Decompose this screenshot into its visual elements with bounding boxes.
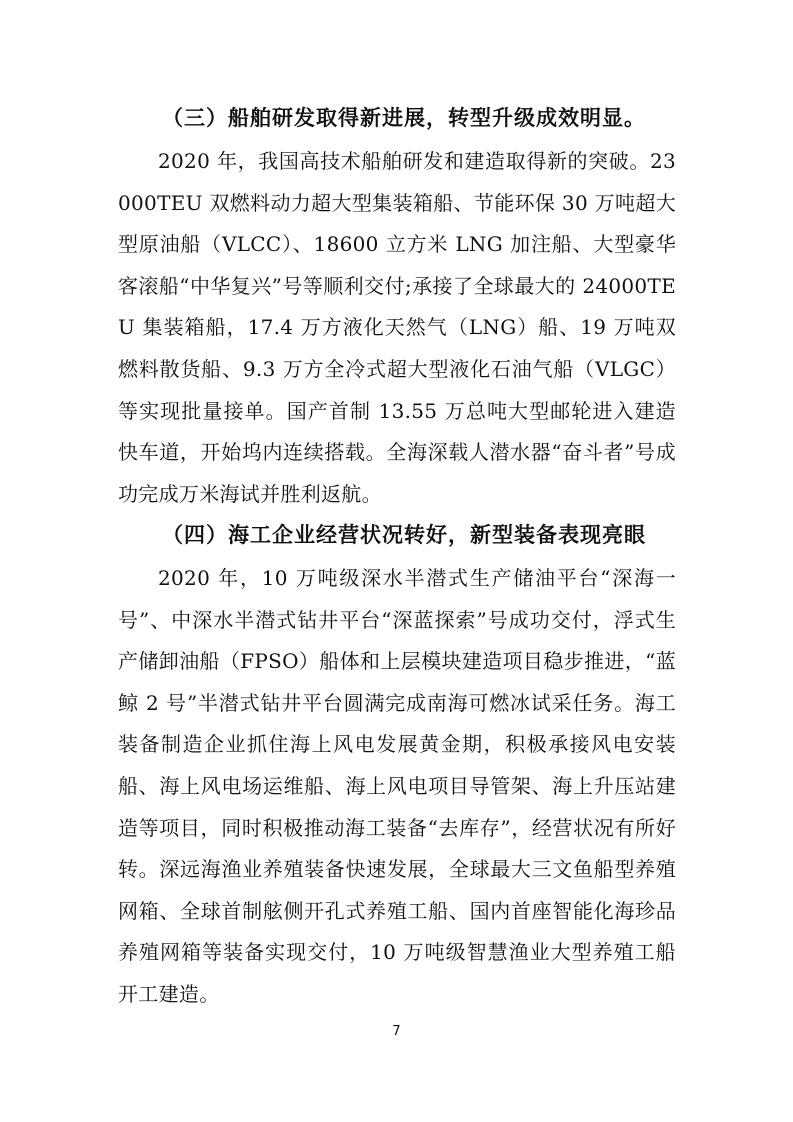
- section-paragraph-3: 2020 年，我国高技术船舶研发和建造取得新的突破。23000TEU 双燃料动力超大型集装箱船、节能环保 30 万吨超大型原油船（VLCC）、18600 立方米 LNG 加注船、大型豪华客滚船“中华复兴”号等顺利交付;承接了全球最大的 24000TEU 集装箱船，17.4 万方液化天然气（LNG）船、19 万吨双燃料散货船、9.3 万方全冷式超大型液化石油气船（VLGC）等实现批量接单。国产首制 13.55 万总吨大型邮轮进入建造快车道，开始坞内连续搭载。全海深载人潜水器“奋斗者”号成功完成万米海试并胜利返航。: [118, 149, 676, 506]
- section-paragraph-4: 2020 年，10 万吨级深水半潜式生产储油平台“深海一号”、中深水半潜式钻井平台“深蓝探索”号成功交付，浮式生产储卸油船（FPSO）船体和上层模块建造项目稳步推进，“蓝鲸 2 号”半潜式钻井平台圆满完成南海可燃冰试采任务。海工装备制造企业抓住海上风电发展黄金期，积极承接风电安装船、海上风电场运维船、海上风电项目导管架、海上升压站建造等项目，同时积极推动海工装备“去库存”，经营状况有所好转。深远海渔业养殖装备快速发展，全球最大三文鱼船型养殖网箱、全球首制舷侧开孔式养殖工船、国内首座智能化海珍品养殖网箱等装备实现交付，10 万吨级智慧渔业大型养殖工船开工建造。: [118, 566, 676, 1006]
- section-heading-4: （四）海工企业经营状况转好，新型装备表现亮眼: [162, 523, 646, 547]
- section-heading-3: （三）船舶研发取得新进展，转型升级成效明显。: [162, 106, 646, 130]
- page-number: 7: [392, 1024, 401, 1039]
